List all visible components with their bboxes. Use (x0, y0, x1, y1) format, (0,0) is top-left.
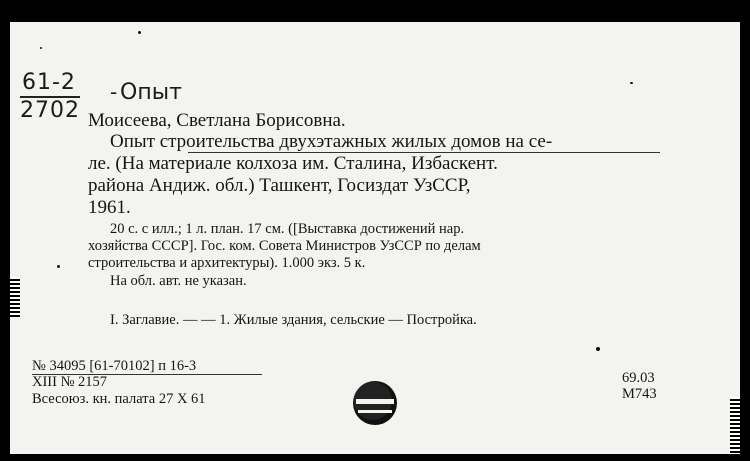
speck (40, 47, 42, 49)
speck (57, 265, 60, 268)
seal-band (358, 410, 392, 413)
perforation-left (10, 277, 20, 317)
note-line: На обл. авт. не указан. (110, 273, 247, 289)
description-line-3: строительства и архитектуры). 1.000 экз. 5 к. (88, 255, 366, 271)
description-line-2: хозяйства СССР]. Гос. ком. Совета Министров УзССР по делам (88, 238, 481, 254)
footer-series-line: XIII № 2157 (32, 374, 108, 390)
author-mark: М743 (622, 386, 657, 402)
title-line-4: 1961. (88, 197, 131, 218)
speck (630, 82, 633, 84)
footer-number-line: № 34095 [61-70102] п 16-3 (32, 358, 197, 374)
handwritten-code-bottom: 2702 (20, 98, 80, 123)
title-line-2: ле. (На материале колхоза им. Сталина, Избаскент. (88, 153, 498, 174)
title-line-1: Опыт строительства двухэтажных жилых домов на се- (110, 131, 553, 152)
handwritten-dash: - (110, 80, 118, 104)
author-line: Моисеева, Светлана Борисовна. (88, 110, 346, 131)
handwritten-code-top: 61-2 (22, 70, 76, 95)
handwritten-subject-word: Опыт (120, 80, 182, 105)
perforation-right (730, 397, 740, 454)
speck (596, 347, 600, 351)
subject-headings: I. Заглавие. — — 1. Жилые здания, сельские — Постройка. (110, 312, 477, 328)
seal-band (356, 399, 394, 404)
speck (138, 31, 141, 34)
title-line-3: района Андиж. обл.) Ташкент, Госиздат УзССР, (88, 175, 471, 196)
classification-index: 69.03 (622, 370, 655, 386)
description-line-1: 20 с. с илл.; 1 л. план. 17 см. ([Выставка достижений нар. (110, 221, 465, 237)
footer-chamber-line: Всесоюз. кн. палата 27 X 61 (32, 391, 206, 407)
